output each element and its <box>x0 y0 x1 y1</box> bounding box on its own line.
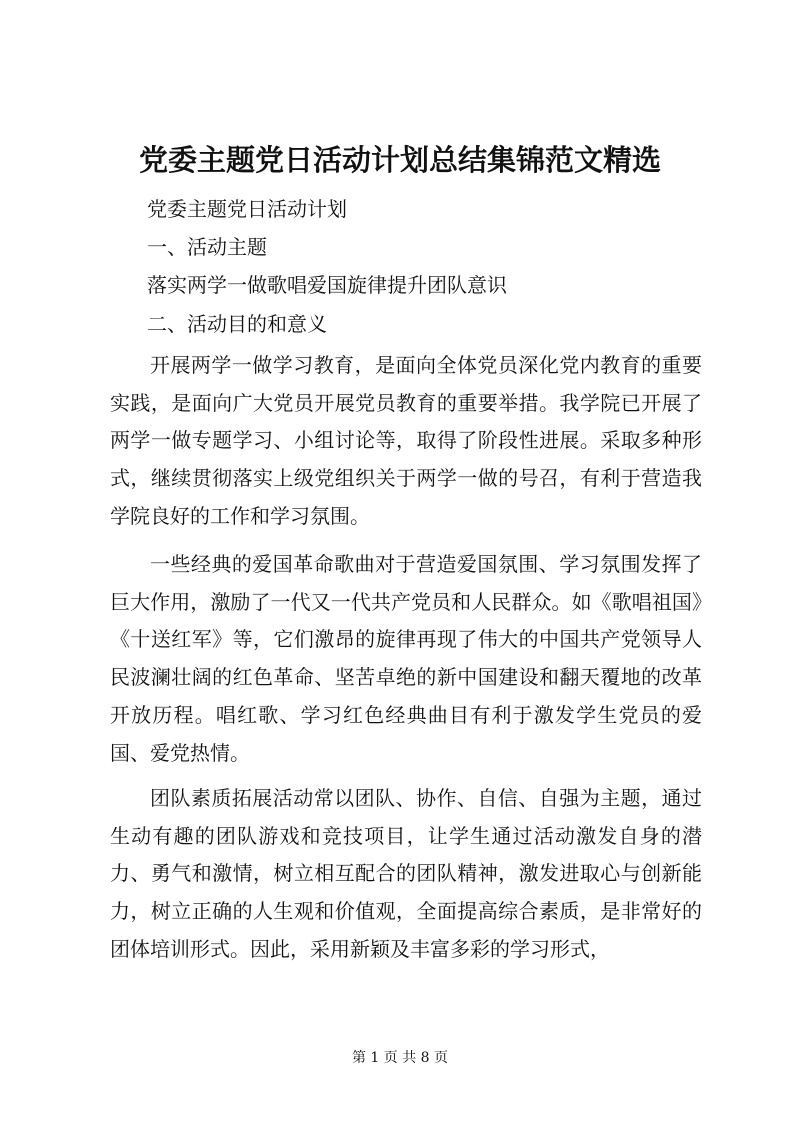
page-footer: 第 1 页 共 8 页 <box>351 1050 449 1066</box>
section-heading-purpose: 二、活动目的和意义 <box>147 312 327 336</box>
body-paragraph-1: 开展两学一做学习教育，是面向全体党员深化党内教育的重要实践，是面向广大党员开展党员教育的重要举措。我学院已开展了两学一做专题学习、小组讨论等，取得了阶段性进展。采取多种形式，继续贯彻落实上级党组织关于两学一做的号召，有利于营造我学院良好的工作和学习氛围。 <box>110 353 702 528</box>
body-paragraph-3: 团队素质拓展活动常以团队、协作、自信、自强为主题，通过生动有趣的团队游戏和竞技项目，让学生通过活动激发自身的潜力、勇气和激情，树立相互配合的团队精神，激发进取心与创新能力，树立正确的人生观和价值观，全面提高综合素质，是非常好的团体培训形式。因此，采用新颖及丰富多彩的学习形式， <box>110 786 702 961</box>
body-paragraph-2: 一些经典的爱国革命歌曲对于营造爱国氛围、学习氛围发挥了巨大作用，激励了一代又一代共产党员和人民群众。如《歌唱祖国》《十送红军》等，它们激昂的旋律再现了伟大的中国共产党领导人民波澜壮阔的红色革命、坚苦卓绝的新中国建设和翻天覆地的改革开放历程。唱红歌、学习红色经典曲目有利于激发学生党员的爱国、爱党热情。 <box>110 552 702 765</box>
document-subtitle: 党委主题党日活动计划 <box>147 197 347 221</box>
section-heading-theme: 一、活动主题 <box>147 235 267 259</box>
document-title: 党委主题党日活动计划总结集锦范文精选 <box>138 143 661 177</box>
theme-content: 落实两学一做歌唱爱国旋律提升团队意识 <box>147 273 507 297</box>
